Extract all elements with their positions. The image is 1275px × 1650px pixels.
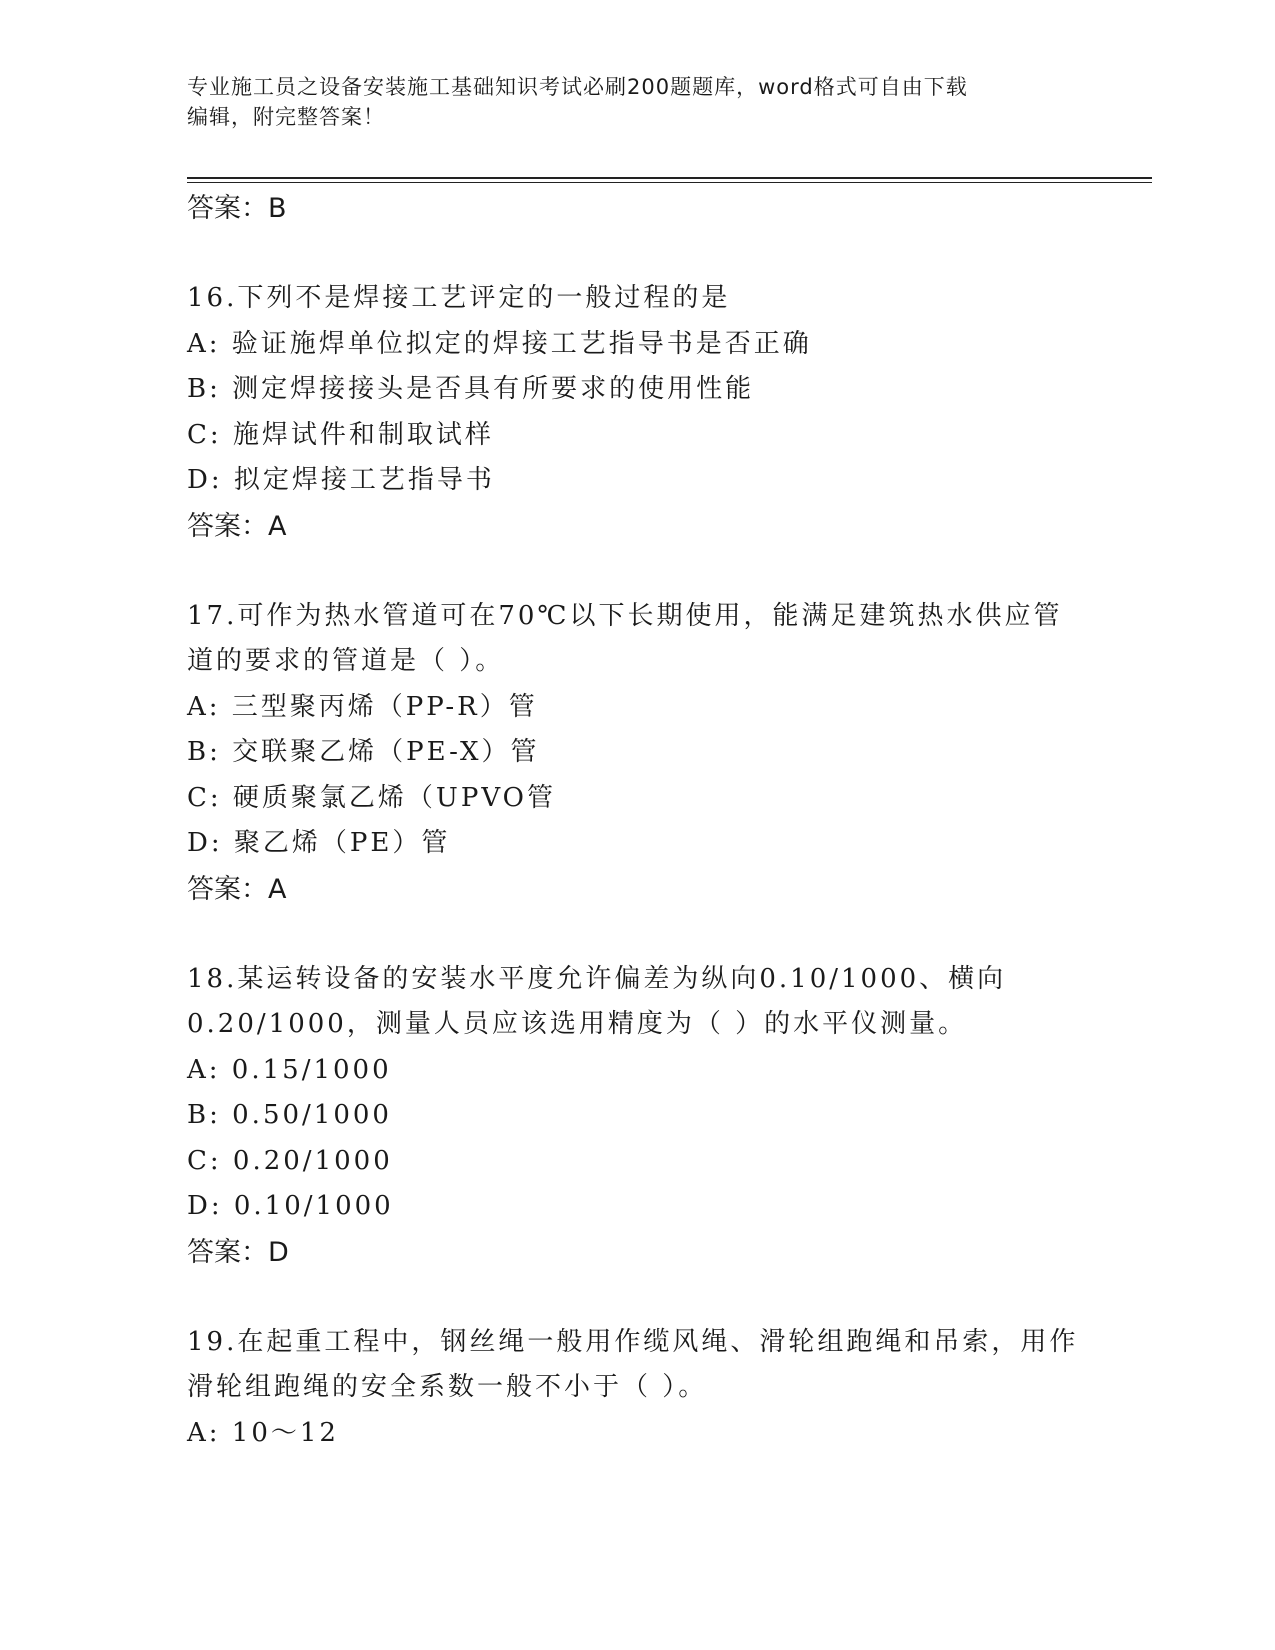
document-header bbox=[187, 72, 1067, 132]
option-a: A: 三型聚丙烯（PP-R）管 bbox=[187, 691, 538, 722]
question-text: 18.某运转设备的安装水平度允许偏差为纵向0.10/1000、横向0.20/1000，测量人员应该选用精度为（ ）的水平仪测量。 bbox=[187, 963, 1007, 1039]
option-a: A: 0.15/1000 bbox=[187, 1054, 392, 1085]
question-text: 16.下列不是焊接工艺评定的一般过程的是 bbox=[187, 283, 731, 313]
option-d: D: 拟定焊接工艺指导书 bbox=[187, 465, 495, 495]
header-line-2: 编辑，附完整答案！ bbox=[187, 105, 385, 129]
question-17 bbox=[187, 594, 1087, 912]
option-c: C: 施焊试件和制取试样 bbox=[187, 419, 494, 450]
question-16 bbox=[187, 276, 1087, 549]
question-text: 19.在起重工程中，钢丝绳一般用作缆风绳、滑轮组跑绳和吊索，用作滑轮组跑绳的安全系数一般不小于（ ）。 bbox=[187, 1326, 1079, 1402]
question-19 bbox=[187, 1320, 1087, 1457]
option-b: B: 0.50/1000 bbox=[187, 1100, 392, 1130]
document-body bbox=[187, 186, 1087, 1456]
answer-prev: 答案：B bbox=[187, 193, 287, 224]
header-rule-thick bbox=[187, 177, 1152, 179]
option-c: C: 0.20/1000 bbox=[187, 1145, 393, 1176]
question-text: 17.可作为热水管道可在70℃以下长期使用，能满足建筑热水供应管道的要求的管道是（ ）。 bbox=[187, 600, 1063, 676]
option-b: B: 测定焊接接头是否具有所要求的使用性能 bbox=[187, 374, 755, 404]
question-18 bbox=[187, 957, 1087, 1275]
option-b: B: 交联聚乙烯（PE-X）管 bbox=[187, 737, 540, 767]
answer: 答案：D bbox=[187, 1236, 289, 1268]
answer: 答案：A bbox=[187, 873, 287, 905]
answer: 答案：A bbox=[187, 510, 287, 542]
option-c: C: 硬质聚氯乙烯（UPVO管 bbox=[187, 782, 556, 813]
option-d: D: 聚乙烯（PE）管 bbox=[187, 828, 451, 858]
header-rule-thin bbox=[187, 182, 1152, 183]
header-line-1: 专业施工员之设备安装施工基础知识考试必刷200题题库，word格式可自由下载 bbox=[187, 75, 968, 99]
option-a: A: 验证施焊单位拟定的焊接工艺指导书是否正确 bbox=[187, 328, 812, 359]
option-d: D: 0.10/1000 bbox=[187, 1191, 394, 1221]
option-a: A: 10～12 bbox=[187, 1417, 339, 1448]
